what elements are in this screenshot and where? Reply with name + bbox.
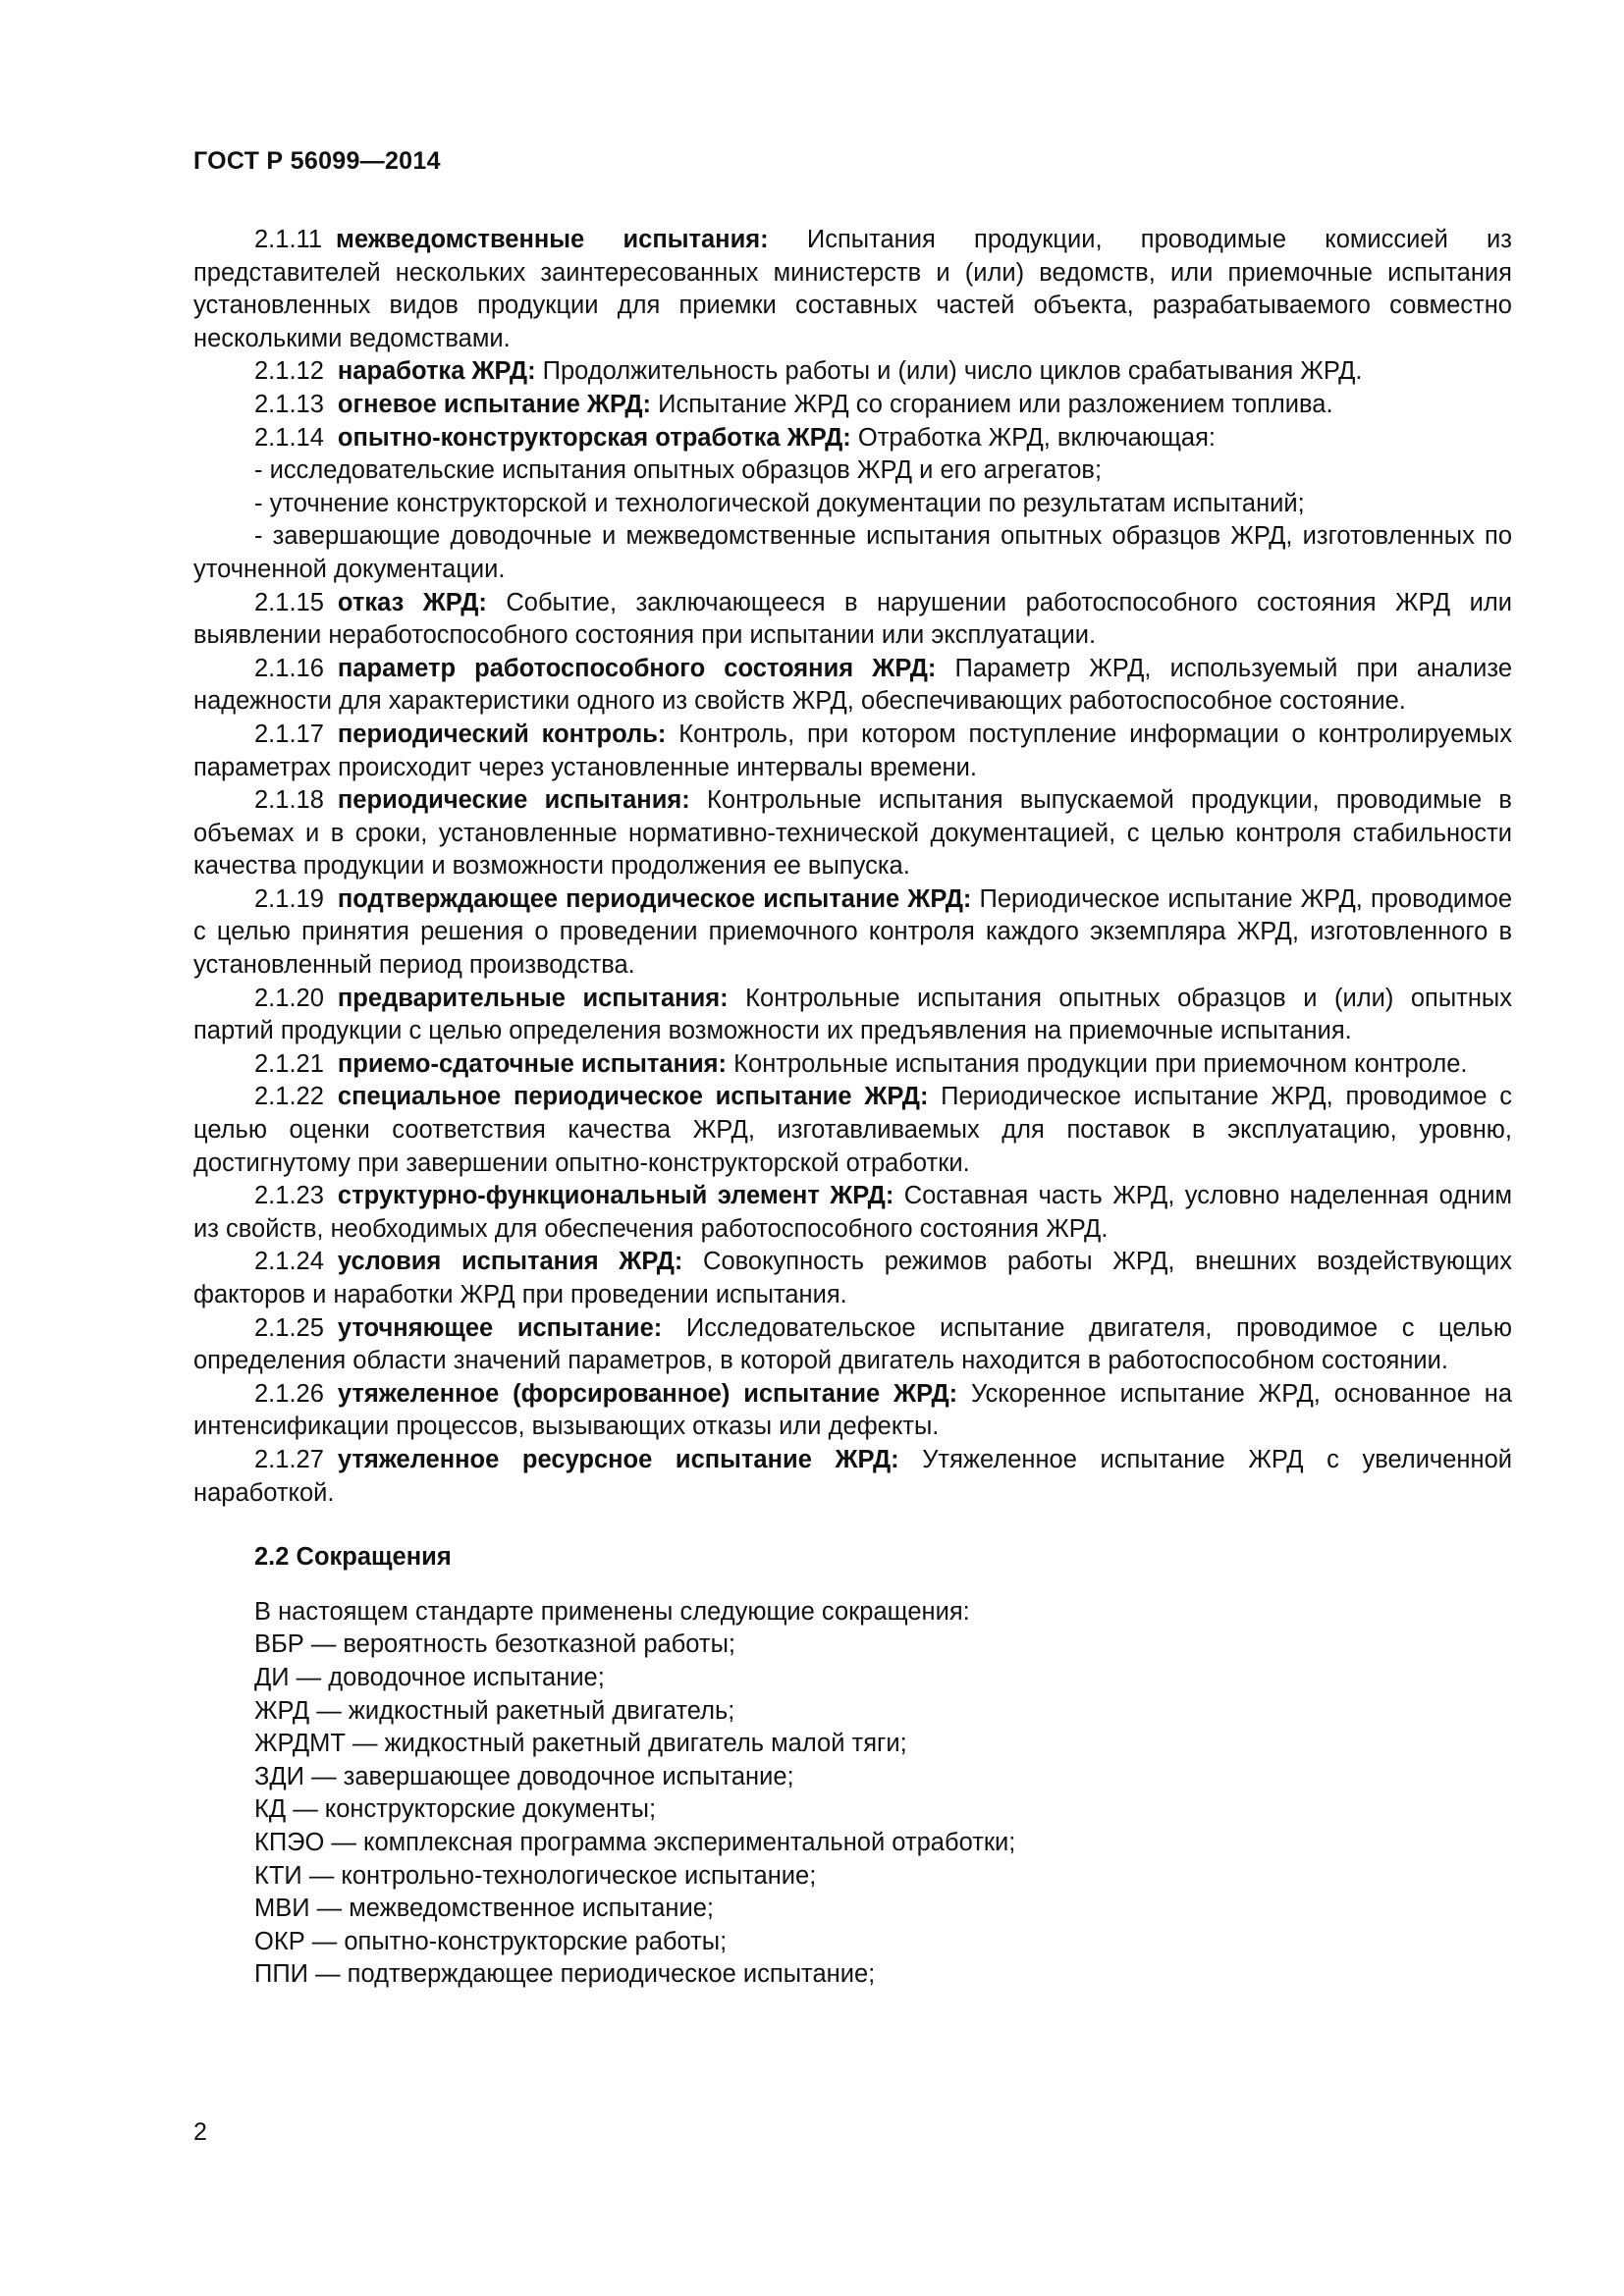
term-number: 2.1.27 <box>254 1445 324 1473</box>
abbreviation-item: ДИ — доводочное испытание; <box>254 1663 605 1691</box>
abbreviation-item: ЖРДМТ — жидкостный ракетный двигатель малой тяги; <box>254 1730 907 1758</box>
term-paragraph <box>193 587 1512 653</box>
term-number: 2.1.21 <box>254 1049 324 1078</box>
term-number: 2.1.22 <box>254 1083 324 1111</box>
term-number: 2.1.15 <box>254 588 324 616</box>
term-title: приемо-сдаточные испытания: <box>337 1049 728 1078</box>
abbreviation-item: КПЭО — комплексная программа экспериментальной отработки; <box>254 1828 1016 1856</box>
document-body <box>193 224 1512 1992</box>
term-title: опытно-конструкторская отработка ЖРД: <box>337 423 851 452</box>
abbreviation-item: ППИ — подтверждающее периодическое испытание; <box>254 1960 876 1989</box>
abbreviation-item: КД — конструкторские документы; <box>254 1795 657 1824</box>
term-definition: Событие, заключающееся в нарушении работоспособного состояния ЖРД или выявлении неработоспособного состояния при испытании или эксплуатации. <box>193 588 1512 650</box>
document-header: ГОСТ Р 56099—2014 <box>193 147 441 175</box>
term-number: 2.1.12 <box>254 357 324 386</box>
term-paragraph <box>193 1312 1512 1378</box>
term-title: утяжеленное (форсированное) испытание ЖРД: <box>337 1379 958 1408</box>
term-number: 2.1.16 <box>254 654 324 682</box>
list-item: - завершающие доводочные и межведомственные испытания опытных образцов ЖРД, изготовленных по уточненной документации. <box>193 522 1512 583</box>
term-title: уточняющее испытание: <box>337 1313 663 1342</box>
term-number: 2.1.18 <box>254 786 324 815</box>
term-title: предварительные испытания: <box>337 984 729 1012</box>
abbreviation-item: ОКР — опытно-конструкторские работы; <box>254 1927 728 1955</box>
term-paragraph <box>193 1081 1512 1180</box>
term-number: 2.1.13 <box>254 390 324 418</box>
term-title: межведомственные испытания: <box>336 226 769 253</box>
term-paragraph <box>193 1180 1512 1246</box>
term-title: утяжеленное ресурсное испытание ЖРД: <box>337 1445 899 1473</box>
page-number: 2 <box>193 2118 207 2146</box>
term-paragraph <box>193 784 1512 883</box>
term-number: 2.1.20 <box>254 984 324 1012</box>
term-paragraph <box>193 355 1512 389</box>
term-paragraph <box>193 719 1512 784</box>
term-definition: Утяжеленное испытание ЖРД с увеличенной наработкой. <box>193 1445 1512 1507</box>
abbreviation-item: МВИ — межведомственное испытание; <box>254 1895 714 1923</box>
term-definition: Совокупность режимов работы ЖРД, внешних воздействующих факторов и наработки ЖРД при проведении испытания. <box>193 1248 1512 1308</box>
term-title: отказ ЖРД: <box>337 588 487 616</box>
term-paragraph <box>193 1378 1512 1444</box>
term-number: 2.1.19 <box>254 884 324 913</box>
list-item: - уточнение конструкторской и технологической документации по результатам испытаний; <box>254 489 1305 517</box>
term-paragraph <box>193 389 1512 422</box>
term-title: огневое испытание ЖРД: <box>337 390 652 418</box>
term-definition: Контроль, при котором поступление информации о контролируемых параметрах происходит через установленные интервалы времени. <box>193 720 1512 781</box>
term-paragraph <box>193 653 1512 719</box>
term-paragraph <box>193 883 1512 983</box>
term-definition: Параметр ЖРД, используемый при анализе надежности для характеристики одного из свойств ЖРД, обеспечивающих работоспособное состояние. <box>193 654 1513 716</box>
term-paragraph <box>193 983 1512 1048</box>
term-definition: Контрольные испытания опытных образцов и (или) опытных партий продукции с целью определения возможности их предъявления на приемочные испытания. <box>193 984 1512 1045</box>
term-definition: Испытания продукции, проводимые комиссией из представителей нескольких заинтересованных министерств и (или) ведомств, или приемочные испытания установленных видов продукции для приемки составных частей объекта, разрабатываемого совместно несколькими ведомствами. <box>193 226 1512 352</box>
term-title: специальное периодическое испытание ЖРД: <box>337 1083 929 1111</box>
term-paragraph <box>193 422 1512 455</box>
term-definition: Контрольные испытания выпускаемой продукции, проводимые в объемах и в сроки, установленные нормативно-технической документацией, с целью контроля стабильности качества продукции и возможности продолжения ее выпуска. <box>193 786 1512 881</box>
abbreviations-intro: В настоящем стандарте применены следующие сокращения: <box>254 1597 970 1626</box>
term-paragraph <box>193 1048 1512 1082</box>
term-paragraph <box>193 224 1512 355</box>
term-definition: Отработка ЖРД, включающая: <box>857 423 1217 452</box>
term-number: 2.1.23 <box>254 1182 324 1210</box>
term-title: периодические испытания: <box>337 786 690 815</box>
term-title: структурно-функциональный элемент ЖРД: <box>337 1182 894 1210</box>
abbreviation-item: ВБР — вероятность безотказной работы; <box>254 1630 736 1659</box>
term-title: периодический контроль: <box>337 720 667 748</box>
term-title: параметр работоспособного состояния ЖРД: <box>337 654 937 682</box>
term-number: 2.1.25 <box>254 1313 324 1342</box>
term-paragraph <box>193 1246 1512 1311</box>
term-definition: Исследовательское испытание двигателя, проводимое с целью определения области значений параметров, в которой двигатель находится в работоспособном состоянии. <box>193 1313 1512 1375</box>
section-heading: 2.2 Сокращения <box>254 1543 452 1572</box>
term-definition: Контрольные испытания продукции при приемочном контроле. <box>733 1049 1468 1078</box>
term-number: 2.1.17 <box>254 720 324 748</box>
term-number: 2.1.24 <box>254 1248 324 1276</box>
term-definition: Периодическое испытание ЖРД, проводимое с целью оценки соответствия качества ЖРД, изготавливаемых для поставок в эксплуатацию, уровню, достигнутому при завершении опытно-конструкторской отработки. <box>193 1083 1512 1177</box>
abbreviation-item: КТИ — контрольно-технологическое испытание; <box>254 1861 817 1890</box>
list-item: - исследовательские испытания опытных образцов ЖРД и его агрегатов; <box>254 456 1103 485</box>
term-definition: Продолжительность работы и (или) число циклов срабатывания ЖРД. <box>542 357 1363 386</box>
term-title: условия испытания ЖРД: <box>337 1248 683 1276</box>
term-title: подтверждающее периодическое испытание ЖРД: <box>337 884 972 913</box>
abbreviation-item: ЗДИ — завершающее доводочное испытание; <box>254 1762 794 1790</box>
term-number: 2.1.26 <box>254 1379 324 1408</box>
term-definition: Испытание ЖРД со сгоранием или разложением топлива. <box>658 390 1333 418</box>
term-number: 2.1.11 <box>254 226 323 253</box>
abbreviation-item: ЖРД — жидкостный ракетный двигатель; <box>254 1696 735 1725</box>
term-definition: Составная часть ЖРД, условно наделенная одним из свойств, необходимых для обеспечения работоспособного состояния ЖРД. <box>193 1182 1512 1243</box>
term-paragraph <box>193 1444 1512 1510</box>
term-definition: Ускоренное испытание ЖРД, основанное на интенсификации процессов, вызывающих отказы или дефекты. <box>193 1379 1512 1441</box>
term-title: наработка ЖРД: <box>337 357 536 386</box>
term-number: 2.1.14 <box>254 423 324 452</box>
term-definition: Периодическое испытание ЖРД, проводимое с целью принятия решения о проведении приемочного контроля каждого экземпляра ЖРД, изготовленного в установленный период производства. <box>193 884 1513 980</box>
